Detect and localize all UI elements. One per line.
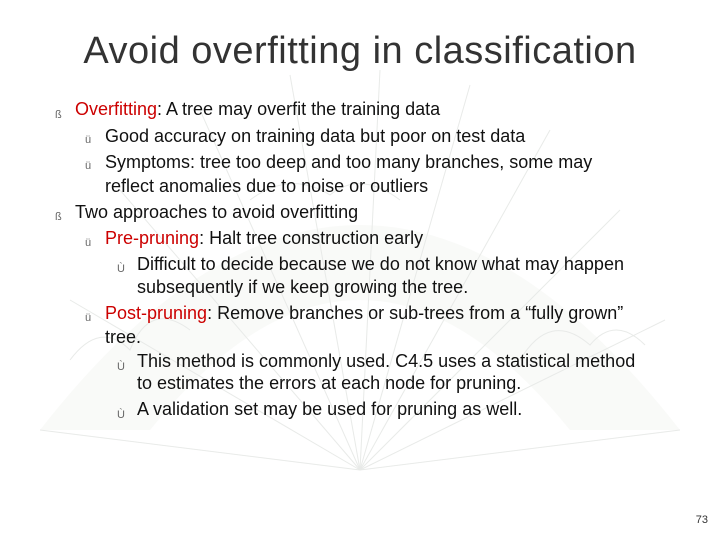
sub-sub-bullet-difficult-cont: subsequently if we keep growing the tree. bbox=[137, 277, 469, 297]
sub-sub-bullet-commonly-used-cont: to estimates the errors at each node for pruning. bbox=[137, 373, 522, 393]
arrow-bullet-icon: ß bbox=[55, 211, 62, 223]
sub-sub-bullet-validation-set: A validation set may be used for pruning as well. bbox=[137, 399, 523, 419]
slide-title: Avoid overfitting in classification bbox=[83, 30, 637, 72]
sub-bullet-post-pruning-cont: tree. bbox=[105, 327, 142, 347]
page-number: 73 bbox=[695, 514, 708, 526]
sub-bullet-symptoms-cont: reflect anomalies due to noise or outliers bbox=[105, 176, 429, 196]
bullet-text: : Remove branches or sub-trees from a “fully grown” bbox=[207, 303, 624, 323]
check-bullet-icon: ü bbox=[85, 160, 92, 172]
diamond-bullet-icon: Ù bbox=[117, 263, 125, 275]
check-bullet-icon: ü bbox=[85, 237, 92, 249]
keyword-post-pruning: Post-pruning bbox=[105, 303, 208, 323]
sub-bullet-good-accuracy: Good accuracy on training data but poor on test data bbox=[105, 126, 526, 146]
bullet-two-approaches: Two approaches to avoid overfitting bbox=[75, 202, 359, 222]
check-bullet-icon: ü bbox=[85, 134, 92, 146]
bullet-text: : Halt tree construction early bbox=[199, 228, 424, 248]
sub-bullet-post-pruning bbox=[105, 301, 623, 325]
bullet-text: : A tree may overfit the training data bbox=[157, 99, 441, 119]
diamond-bullet-icon: Ù bbox=[117, 409, 125, 421]
arrow-bullet-icon: ß bbox=[55, 109, 62, 121]
sub-sub-bullet-commonly-used: This method is commonly used. C4.5 uses a statistical method bbox=[137, 351, 636, 371]
sub-sub-bullet-difficult: Difficult to decide because we do not know what may happen bbox=[137, 254, 624, 274]
sub-bullet-pre-pruning bbox=[105, 226, 423, 250]
bullet-overfitting bbox=[75, 97, 440, 121]
keyword-pre-pruning: Pre-pruning bbox=[105, 228, 200, 248]
check-bullet-icon: ü bbox=[85, 312, 92, 324]
keyword-overfitting: Overfitting bbox=[75, 99, 158, 119]
diamond-bullet-icon: Ù bbox=[117, 361, 125, 373]
sub-bullet-symptoms: Symptoms: tree too deep and too many branches, some may bbox=[105, 152, 593, 172]
